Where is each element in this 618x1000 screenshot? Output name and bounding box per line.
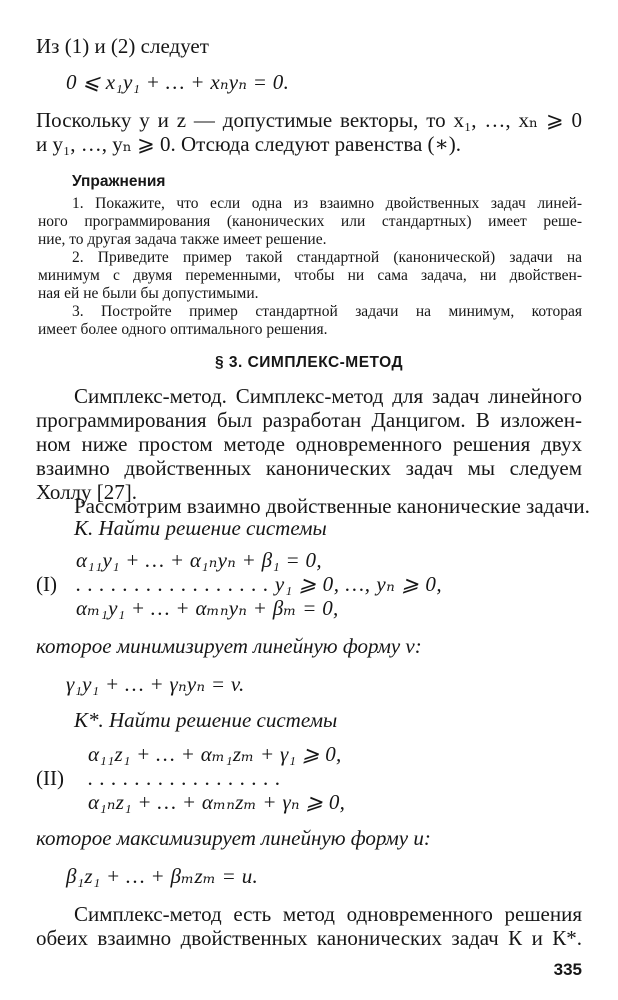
system-i-row: α₁₁y₁ + … + α₁ₙyₙ + β₁ = 0, [76,548,322,572]
paragraph-line: Симплекс-метод. Симплекс-метод для задач линейного [74,384,582,408]
page-number: 335 [553,960,582,979]
exercise-line: ная ей не были бы допустимыми. [38,285,259,302]
paragraph-line: Холлу [27]. [36,480,138,504]
section-title: § 3. СИМПЛЕКС-МЕТОД [214,354,404,371]
exercise-line: 1. Покажите, что если одна из взаимно двойственных задач линей- [72,195,582,212]
paragraph-line: обеих взаимно двойственных канонических задач К и К*. [36,926,582,950]
paragraph-line: взаимно двойственных канонических задач мы следуем [36,456,582,480]
intro-line: и y₁, …, yₙ ⩾ 0. Отсюда следуют равенства (∗). [36,132,462,156]
exercise-line: 2. Приведите пример такой стандартной (канонической) задачи на [72,249,582,266]
problem-kstar-statement: К*. Найти решение системы [74,708,338,732]
system-ii-row: α₁ₙz₁ + … + αₘₙzₘ + γₙ ⩾ 0, [88,790,346,814]
paragraph-line: Симплекс-метод есть метод одновременного решения [74,902,582,926]
system-ii-row: . . . . . . . . . . . . . . . . . [88,766,282,790]
minimizes-statement: которое минимизирует линейную форму v: [36,634,422,658]
maximizes-statement: которое максимизирует линейную форму u: [36,826,431,850]
formula-sum-zero: 0 ⩽ x₁y₁ + … + xₙyₙ = 0. [66,70,290,94]
exercise-line: 3. Постройте пример стандартной задачи на минимум, которая [72,303,582,320]
intro-line: Из (1) и (2) следует [36,34,209,58]
intro-line: Поскольку y и z — допустимые векторы, то x₁, …, xₙ ⩾ 0 [36,108,582,132]
formula-form-u: β₁z₁ + … + βₘzₘ = u. [66,864,259,888]
system-ii-label: (II) [36,766,64,790]
exercise-line: ного программирования (канонических или стандартных) имеет реше- [38,213,582,230]
paragraph-line: Рассмотрим взаимно двойственные канонические задачи. [74,494,590,518]
exercise-line: минимум с двумя переменными, чтобы ни сама задача, ни двойствен- [38,267,582,284]
exercise-line: имеет более одного оптимального решения. [38,321,328,338]
exercises-heading: Упражнения [72,173,166,190]
system-i-row: αₘ₁y₁ + … + αₘₙyₙ + βₘ = 0, [76,596,339,620]
system-i-row: . . . . . . . . . . . . . . . . . y₁ ⩾ 0, …, yₙ ⩾ 0, [76,572,443,596]
system-i-label: (I) [36,572,57,596]
formula-form-v: γ₁y₁ + … + γₙyₙ = v. [66,672,245,696]
paragraph-line: ном ниже простом методе одновременного решения двух [36,432,582,456]
system-ii-row: α₁₁z₁ + … + αₘ₁zₘ + γ₁ ⩾ 0, [88,742,342,766]
exercise-line: ние, то другая задача также имеет решение. [38,231,327,248]
paragraph-line: программирования был разработан Данцигом. В изложен- [36,408,582,432]
problem-k-statement: К. Найти решение системы [74,516,327,540]
